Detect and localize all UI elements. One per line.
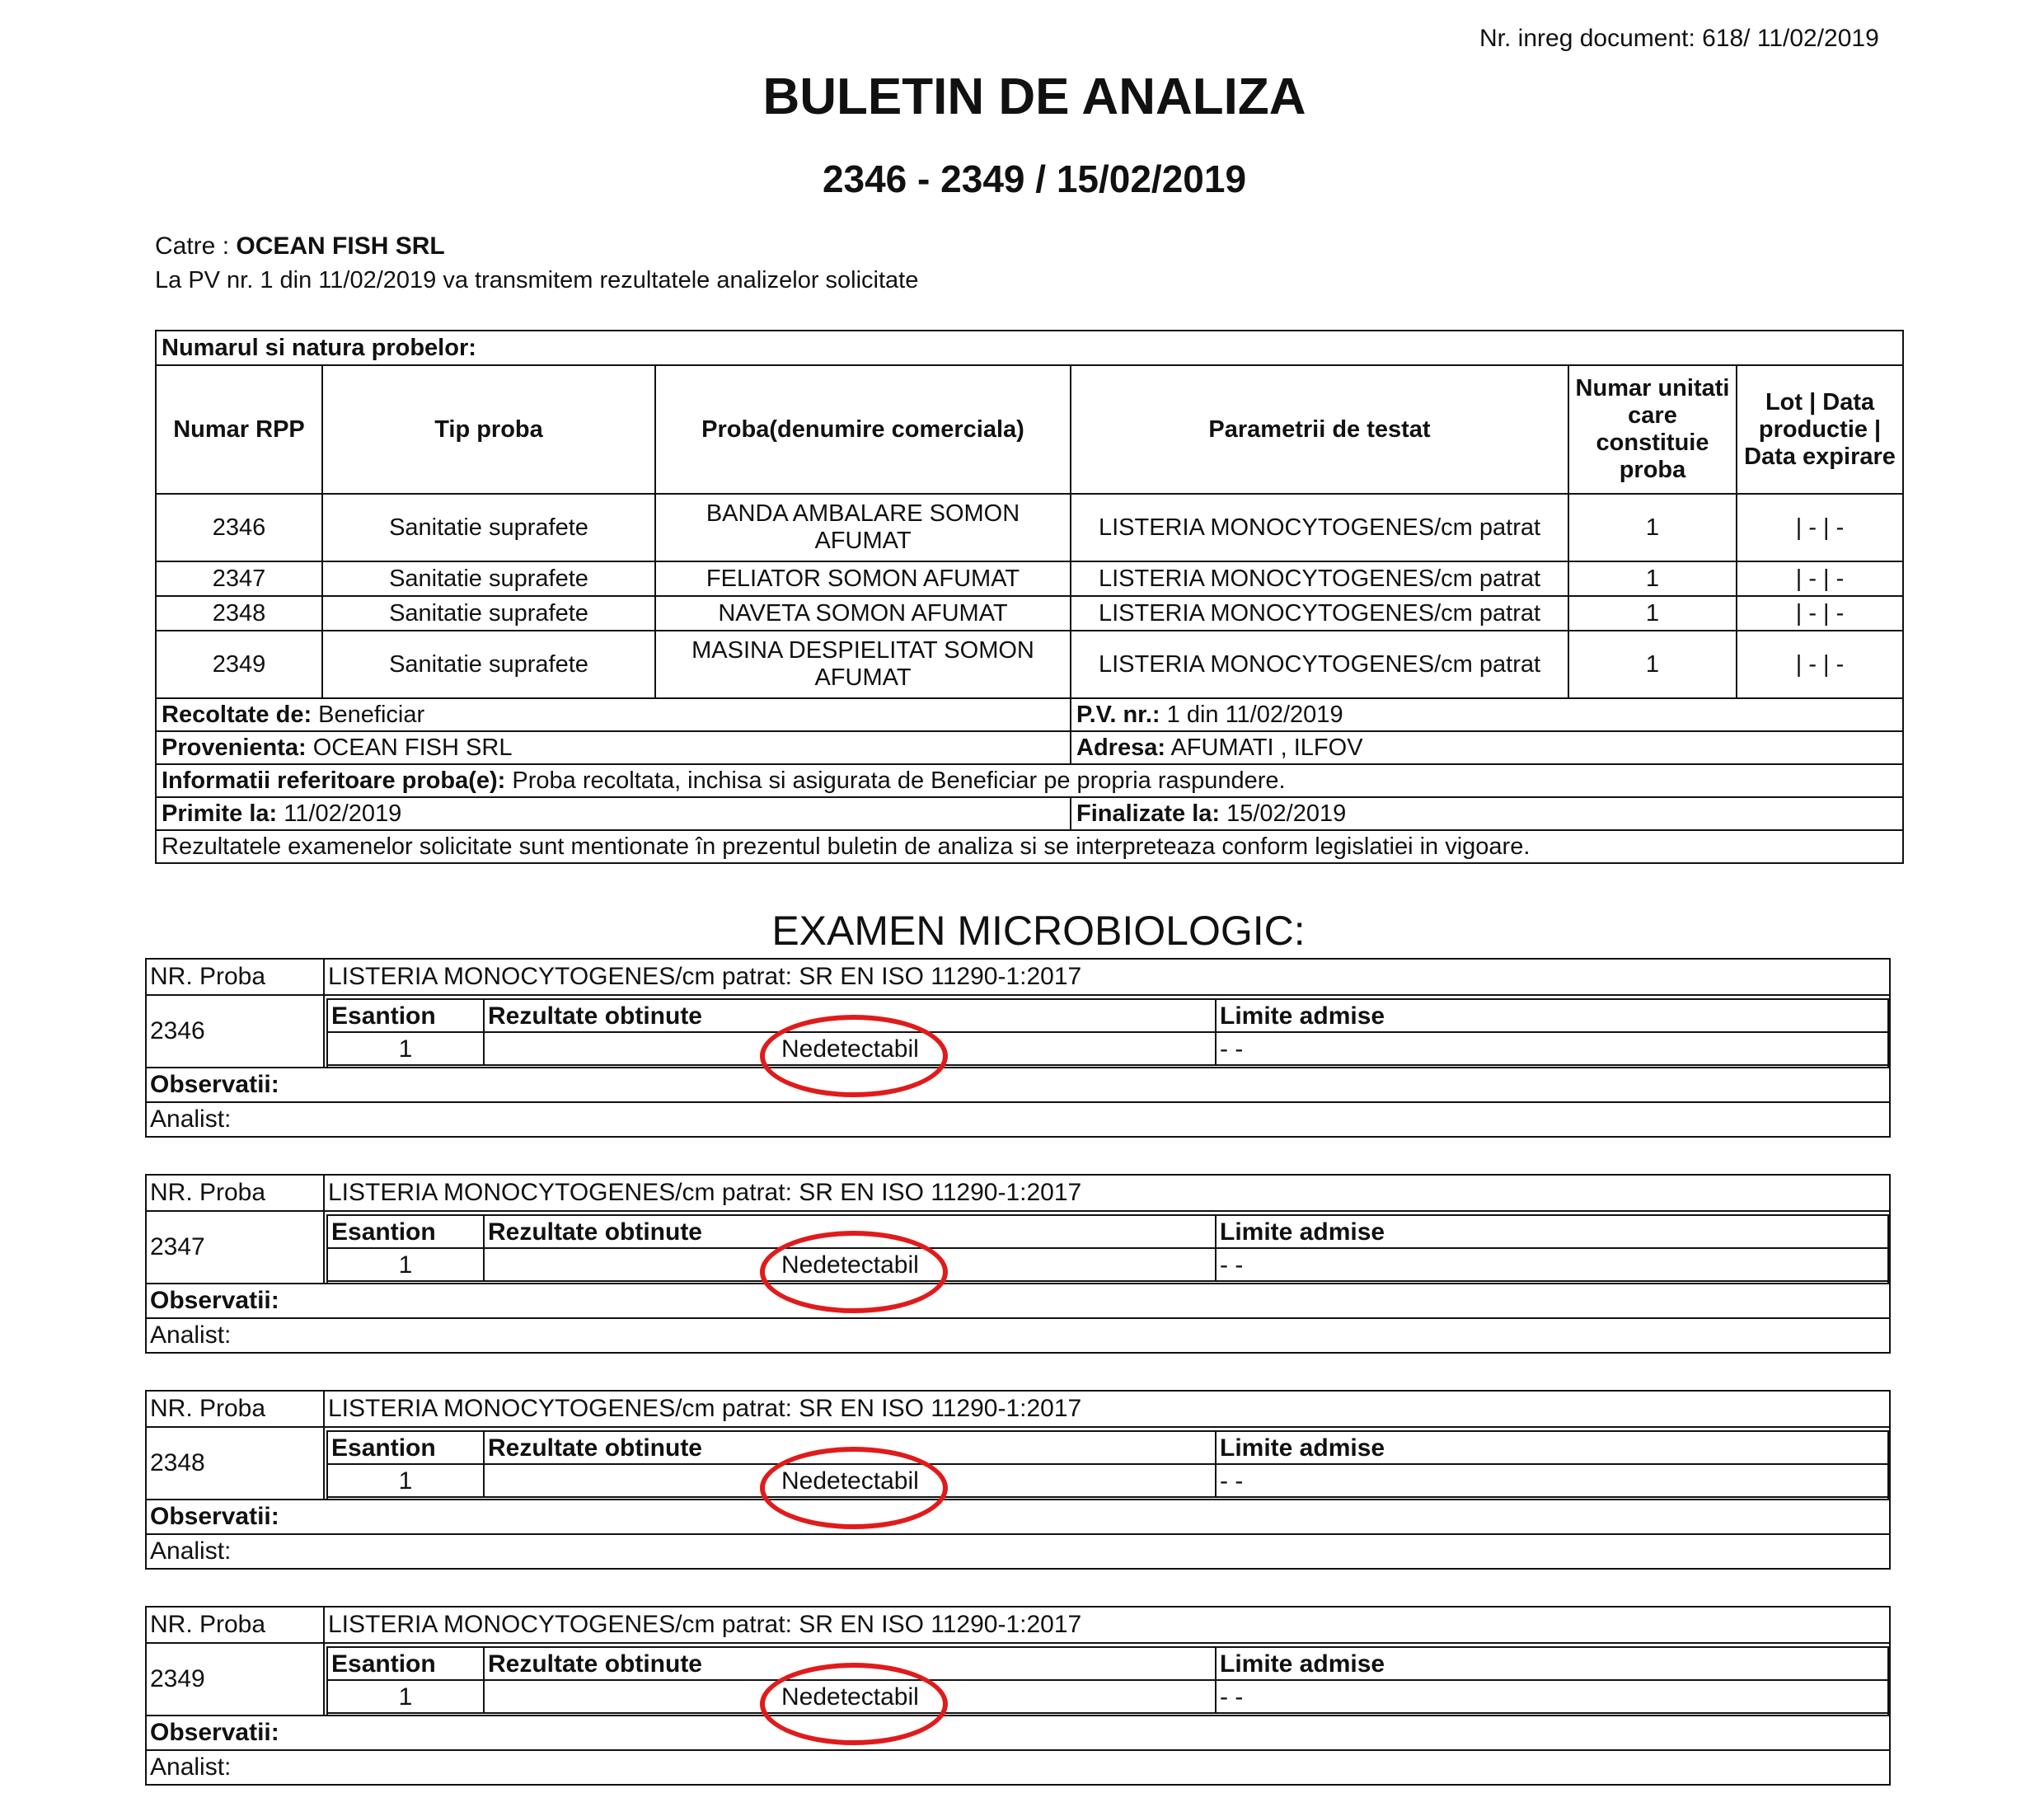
table-cell: 2349 (156, 631, 322, 698)
result-value: Nedetectabil (781, 1467, 919, 1495)
table-cell: NAVETA SOMON AFUMAT (655, 596, 1071, 631)
esantion-value: 1 (328, 1249, 485, 1282)
limite-header: Limite admise (1217, 1648, 1887, 1681)
rezultate-header: Rezultate obtinute (485, 1648, 1217, 1681)
column-header: Numar unitati care constituie proba (1568, 365, 1737, 494)
sample-number: 2346 (147, 996, 325, 1067)
analist-label: Analist: (150, 1105, 232, 1133)
document-registration-number: Nr. inreg document: 618/ 11/02/2019 (1479, 25, 1879, 52)
results-grid (326, 998, 1889, 1067)
pv-number-field (1071, 698, 1903, 731)
analist-label: Analist: (150, 1753, 232, 1781)
recipient-line (155, 232, 445, 261)
limite-header: Limite admise (1217, 1216, 1887, 1249)
provenienta-field (156, 731, 1071, 764)
table-cell: 1 (1568, 561, 1737, 596)
esantion-value: 1 (328, 1681, 485, 1714)
table-cell: LISTERIA MONOCYTOGENES/cm patrat (1071, 596, 1568, 631)
table-cell: | - | - (1737, 561, 1903, 596)
table-cell: 2346 (156, 494, 322, 561)
samples-table-header (156, 365, 1903, 494)
exam-block (145, 958, 1891, 1138)
rezultate-header: Rezultate obtinute (485, 1000, 1217, 1033)
esantion-header: Esantion (328, 1216, 485, 1249)
nr-proba-label: NR. Proba (147, 1176, 325, 1210)
highlight-ellipse (760, 1231, 948, 1313)
table-cell: Sanitatie suprafete (322, 631, 655, 698)
table-cell: FELIATOR SOMON AFUMAT (655, 561, 1071, 596)
column-header: Tip proba (322, 365, 655, 494)
table-cell: BANDA AMBALARE SOMON AFUMAT (655, 494, 1071, 561)
nr-proba-label: NR. Proba (147, 960, 325, 994)
results-grid (326, 1646, 1889, 1715)
recoltate-de-field (156, 698, 1071, 731)
primite-la-field (156, 797, 1071, 830)
esantion-header: Esantion (328, 1648, 485, 1681)
adresa-label: Adresa: (1076, 734, 1165, 761)
finalizate-la-label: Finalizate la: (1076, 800, 1221, 827)
result-cell (485, 1681, 1217, 1714)
table-cell: MASINA DESPIELITAT SOMON AFUMAT (655, 631, 1071, 698)
table-cell: Sanitatie suprafete (322, 596, 655, 631)
observatii-label: Observatii: (147, 1284, 1889, 1319)
esantion-value: 1 (328, 1465, 485, 1498)
sample-number: 2349 (147, 1644, 325, 1715)
provenienta-label: Provenienta: (162, 734, 307, 761)
results-grid (326, 1430, 1889, 1499)
adresa-value: AFUMATI , ILFOV (1165, 734, 1363, 761)
esantion-header: Esantion (328, 1000, 485, 1033)
sample-number: 2347 (147, 1212, 325, 1283)
table-cell: | - | - (1737, 494, 1903, 561)
result-value: Nedetectabil (781, 1035, 919, 1063)
highlight-ellipse (760, 1663, 948, 1745)
exam-block (145, 1606, 1891, 1786)
analist-label: Analist: (150, 1537, 232, 1565)
legislation-note: Rezultatele examenelor solicitate sunt mentionate în prezentul buletin de analiza si se interpreteaza conform legislatiei in vigoare. (156, 830, 1903, 863)
column-header: Proba(denumire comerciala) (655, 365, 1071, 494)
exam-block (145, 1174, 1891, 1354)
informatii-value: Proba recoltata, inchisa si asigurata de Beneficiar pe propria raspundere. (505, 767, 1286, 794)
adresa-field (1071, 731, 1903, 764)
rezultate-header: Rezultate obtinute (485, 1432, 1217, 1465)
bulletin-number: 2346 - 2349 / 15/02/2019 (822, 157, 1247, 200)
result-value: Nedetectabil (781, 1251, 919, 1279)
table-cell: 1 (1568, 631, 1737, 698)
analist-label: Analist: (150, 1321, 232, 1349)
exam-section-title: EXAMEN MICROBIOLOGIC: (771, 908, 1306, 954)
finalizate-la-field (1071, 797, 1903, 830)
exam-block (145, 1390, 1891, 1570)
table-cell: Sanitatie suprafete (322, 561, 655, 596)
recipient-label: Catre : (155, 232, 237, 260)
table-row (156, 631, 1903, 698)
result-cell (485, 1033, 1217, 1066)
sample-number: 2348 (147, 1428, 325, 1499)
primite-la-value: 11/02/2019 (277, 800, 402, 827)
result-cell (485, 1465, 1217, 1498)
observatii-label: Observatii: (147, 1500, 1889, 1535)
esantion-value: 1 (328, 1033, 485, 1066)
results-grid (326, 1214, 1889, 1283)
limite-value: - - (1217, 1465, 1887, 1498)
limite-value: - - (1217, 1249, 1887, 1282)
table-row (156, 494, 1903, 561)
observatii-label: Observatii: (147, 1068, 1889, 1103)
table-cell: LISTERIA MONOCYTOGENES/cm patrat (1071, 494, 1568, 561)
observatii-label: Observatii: (147, 1716, 1889, 1751)
result-cell (485, 1249, 1217, 1282)
column-header: Lot | Data productie | Data expirare (1737, 365, 1903, 494)
table-cell: | - | - (1737, 596, 1903, 631)
limite-header: Limite admise (1217, 1000, 1887, 1033)
recoltate-de-value: Beneficiar (312, 701, 425, 728)
rezultate-header: Rezultate obtinute (485, 1216, 1217, 1249)
table-row (156, 596, 1903, 631)
test-parameter: LISTERIA MONOCYTOGENES/cm patrat: SR EN ISO 11290-1:2017 (328, 963, 1082, 990)
table-cell: LISTERIA MONOCYTOGENES/cm patrat (1071, 631, 1568, 698)
table-cell: 1 (1568, 494, 1737, 561)
recipient-name: OCEAN FISH SRL (236, 232, 445, 260)
primite-la-label: Primite la: (162, 800, 278, 827)
nr-proba-label: NR. Proba (147, 1392, 325, 1426)
table-cell: LISTERIA MONOCYTOGENES/cm patrat (1071, 561, 1568, 596)
pv-number-label: P.V. nr.: (1076, 701, 1160, 728)
recoltate-de-label: Recoltate de: (162, 701, 312, 728)
column-header: Parametrii de testat (1071, 365, 1568, 494)
limite-value: - - (1217, 1681, 1887, 1714)
intro-text: La PV nr. 1 din 11/02/2019 va transmitem rezultatele analizelor solicitate (155, 267, 919, 293)
informatii-label: Informatii referitoare proba(e): (162, 767, 506, 794)
samples-table-caption: Numarul si natura probelor: (156, 331, 1903, 365)
nr-proba-label: NR. Proba (147, 1608, 325, 1642)
table-cell: 1 (1568, 596, 1737, 631)
samples-table (155, 330, 1904, 864)
finalizate-la-value: 15/02/2019 (1220, 800, 1347, 827)
column-header: Numar RPP (156, 365, 322, 494)
highlight-ellipse (760, 1447, 948, 1529)
table-cell: 2347 (156, 561, 322, 596)
informatii-field (156, 764, 1903, 797)
limite-header: Limite admise (1217, 1432, 1887, 1465)
table-row (156, 561, 1903, 596)
table-cell: 2348 (156, 596, 322, 631)
table-cell: Sanitatie suprafete (322, 494, 655, 561)
test-parameter: LISTERIA MONOCYTOGENES/cm patrat: SR EN ISO 11290-1:2017 (328, 1395, 1082, 1422)
provenienta-value: OCEAN FISH SRL (306, 734, 513, 761)
table-cell: | - | - (1737, 631, 1903, 698)
pv-number-value: 1 din 11/02/2019 (1160, 701, 1343, 728)
highlight-ellipse (760, 1015, 948, 1097)
esantion-header: Esantion (328, 1432, 485, 1465)
test-parameter: LISTERIA MONOCYTOGENES/cm patrat: SR EN ISO 11290-1:2017 (328, 1611, 1082, 1638)
result-value: Nedetectabil (781, 1683, 919, 1711)
limite-value: - - (1217, 1033, 1887, 1066)
test-parameter: LISTERIA MONOCYTOGENES/cm patrat: SR EN ISO 11290-1:2017 (328, 1179, 1082, 1206)
page-title: BULETIN DE ANALIZA (762, 68, 1306, 125)
